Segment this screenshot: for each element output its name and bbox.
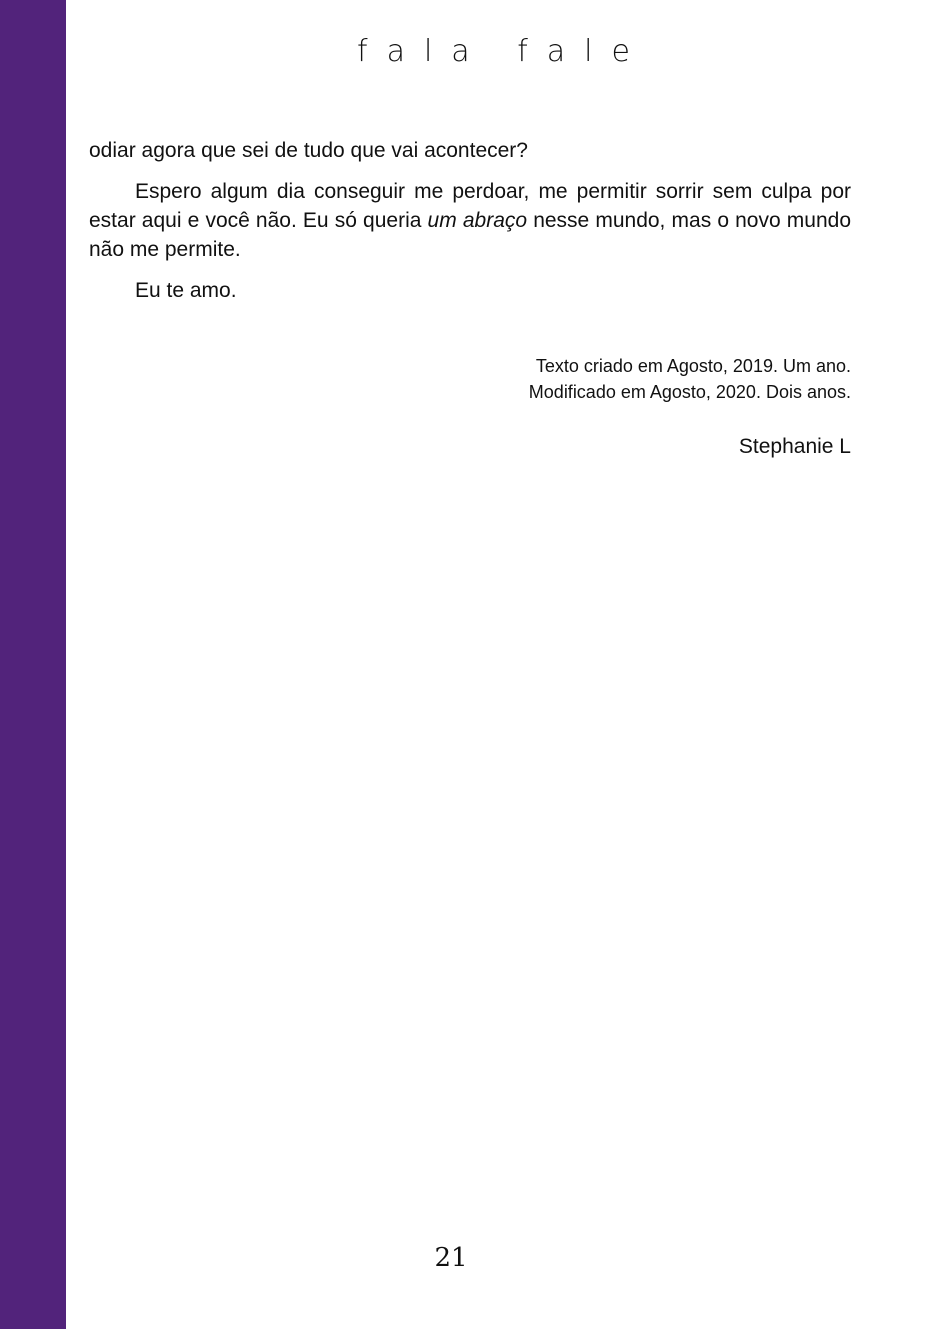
page-number: 21 [434,1243,468,1273]
date-notes [529,353,851,405]
author-signature: Stephanie L [738,435,851,458]
date-note-created: Texto criado em Agosto, 2019. Um ano. [535,356,851,376]
paragraph-continuation: odiar agora que sei de tudo que vai acontecer? [89,139,528,162]
body-text [89,136,851,317]
paragraph-hope-end: nesse mundo, mas o novo mundo não me permite. [89,209,851,261]
running-header: fala fale [357,34,649,69]
paragraph-love: Eu te amo. [135,279,237,302]
purple-side-bar [0,0,66,1329]
date-note-modified: Modificado em Agosto, 2020. Dois anos. [528,382,851,402]
paragraph-hope [89,177,851,264]
emphasis-um-abraco: um abraço [427,209,528,232]
paragraph-hope-start: Espero algum dia conseguir me perdoar, me permitir sorrir sem culpa por estar aqui e você não. Eu só queria [89,180,851,232]
